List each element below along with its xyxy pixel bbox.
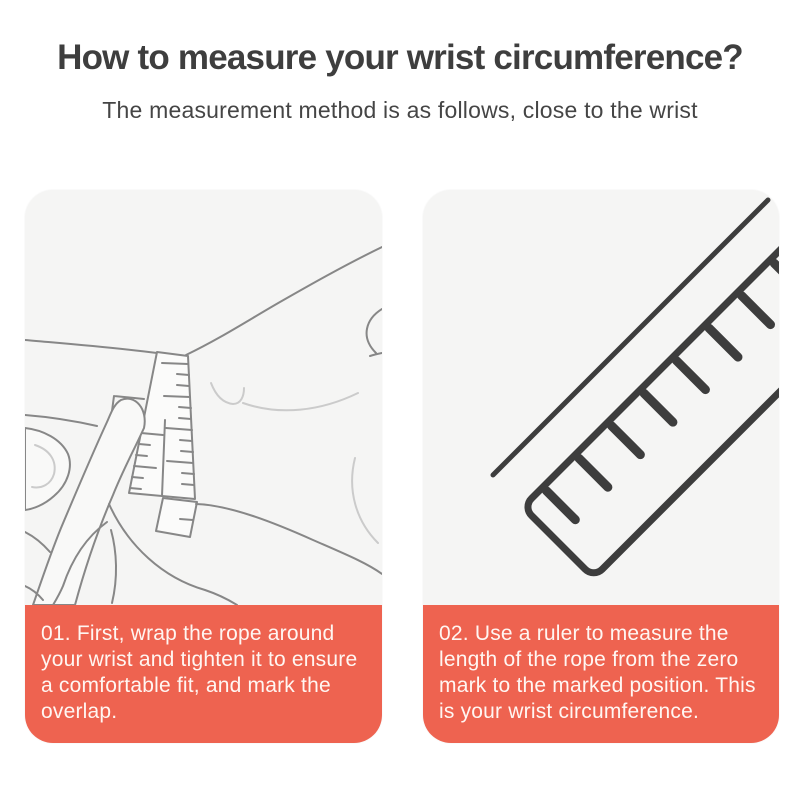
step-1-illustration-panel — [25, 190, 382, 605]
steps-row — [0, 190, 800, 743]
wrist-measuring-illustration — [25, 190, 382, 605]
step-2-illustration-panel — [423, 190, 779, 605]
step-1-caption: 01. First, wrap the rope around your wrist and tighten it to ensure a comfortable fit, and mark the overlap. — [25, 605, 382, 743]
header — [0, 0, 800, 126]
page-subtitle: The measurement method is as follows, close to the wrist — [102, 96, 698, 123]
step-card-1 — [25, 190, 382, 743]
step-card-2 — [423, 190, 779, 743]
page-title: How to measure your wrist circumference? — [57, 38, 743, 77]
ruler-illustration — [423, 190, 779, 605]
step-2-caption: 02. Use a ruler to measure the length of the rope from the zero mark to the marked position. This is your wrist circumference. — [423, 605, 779, 743]
